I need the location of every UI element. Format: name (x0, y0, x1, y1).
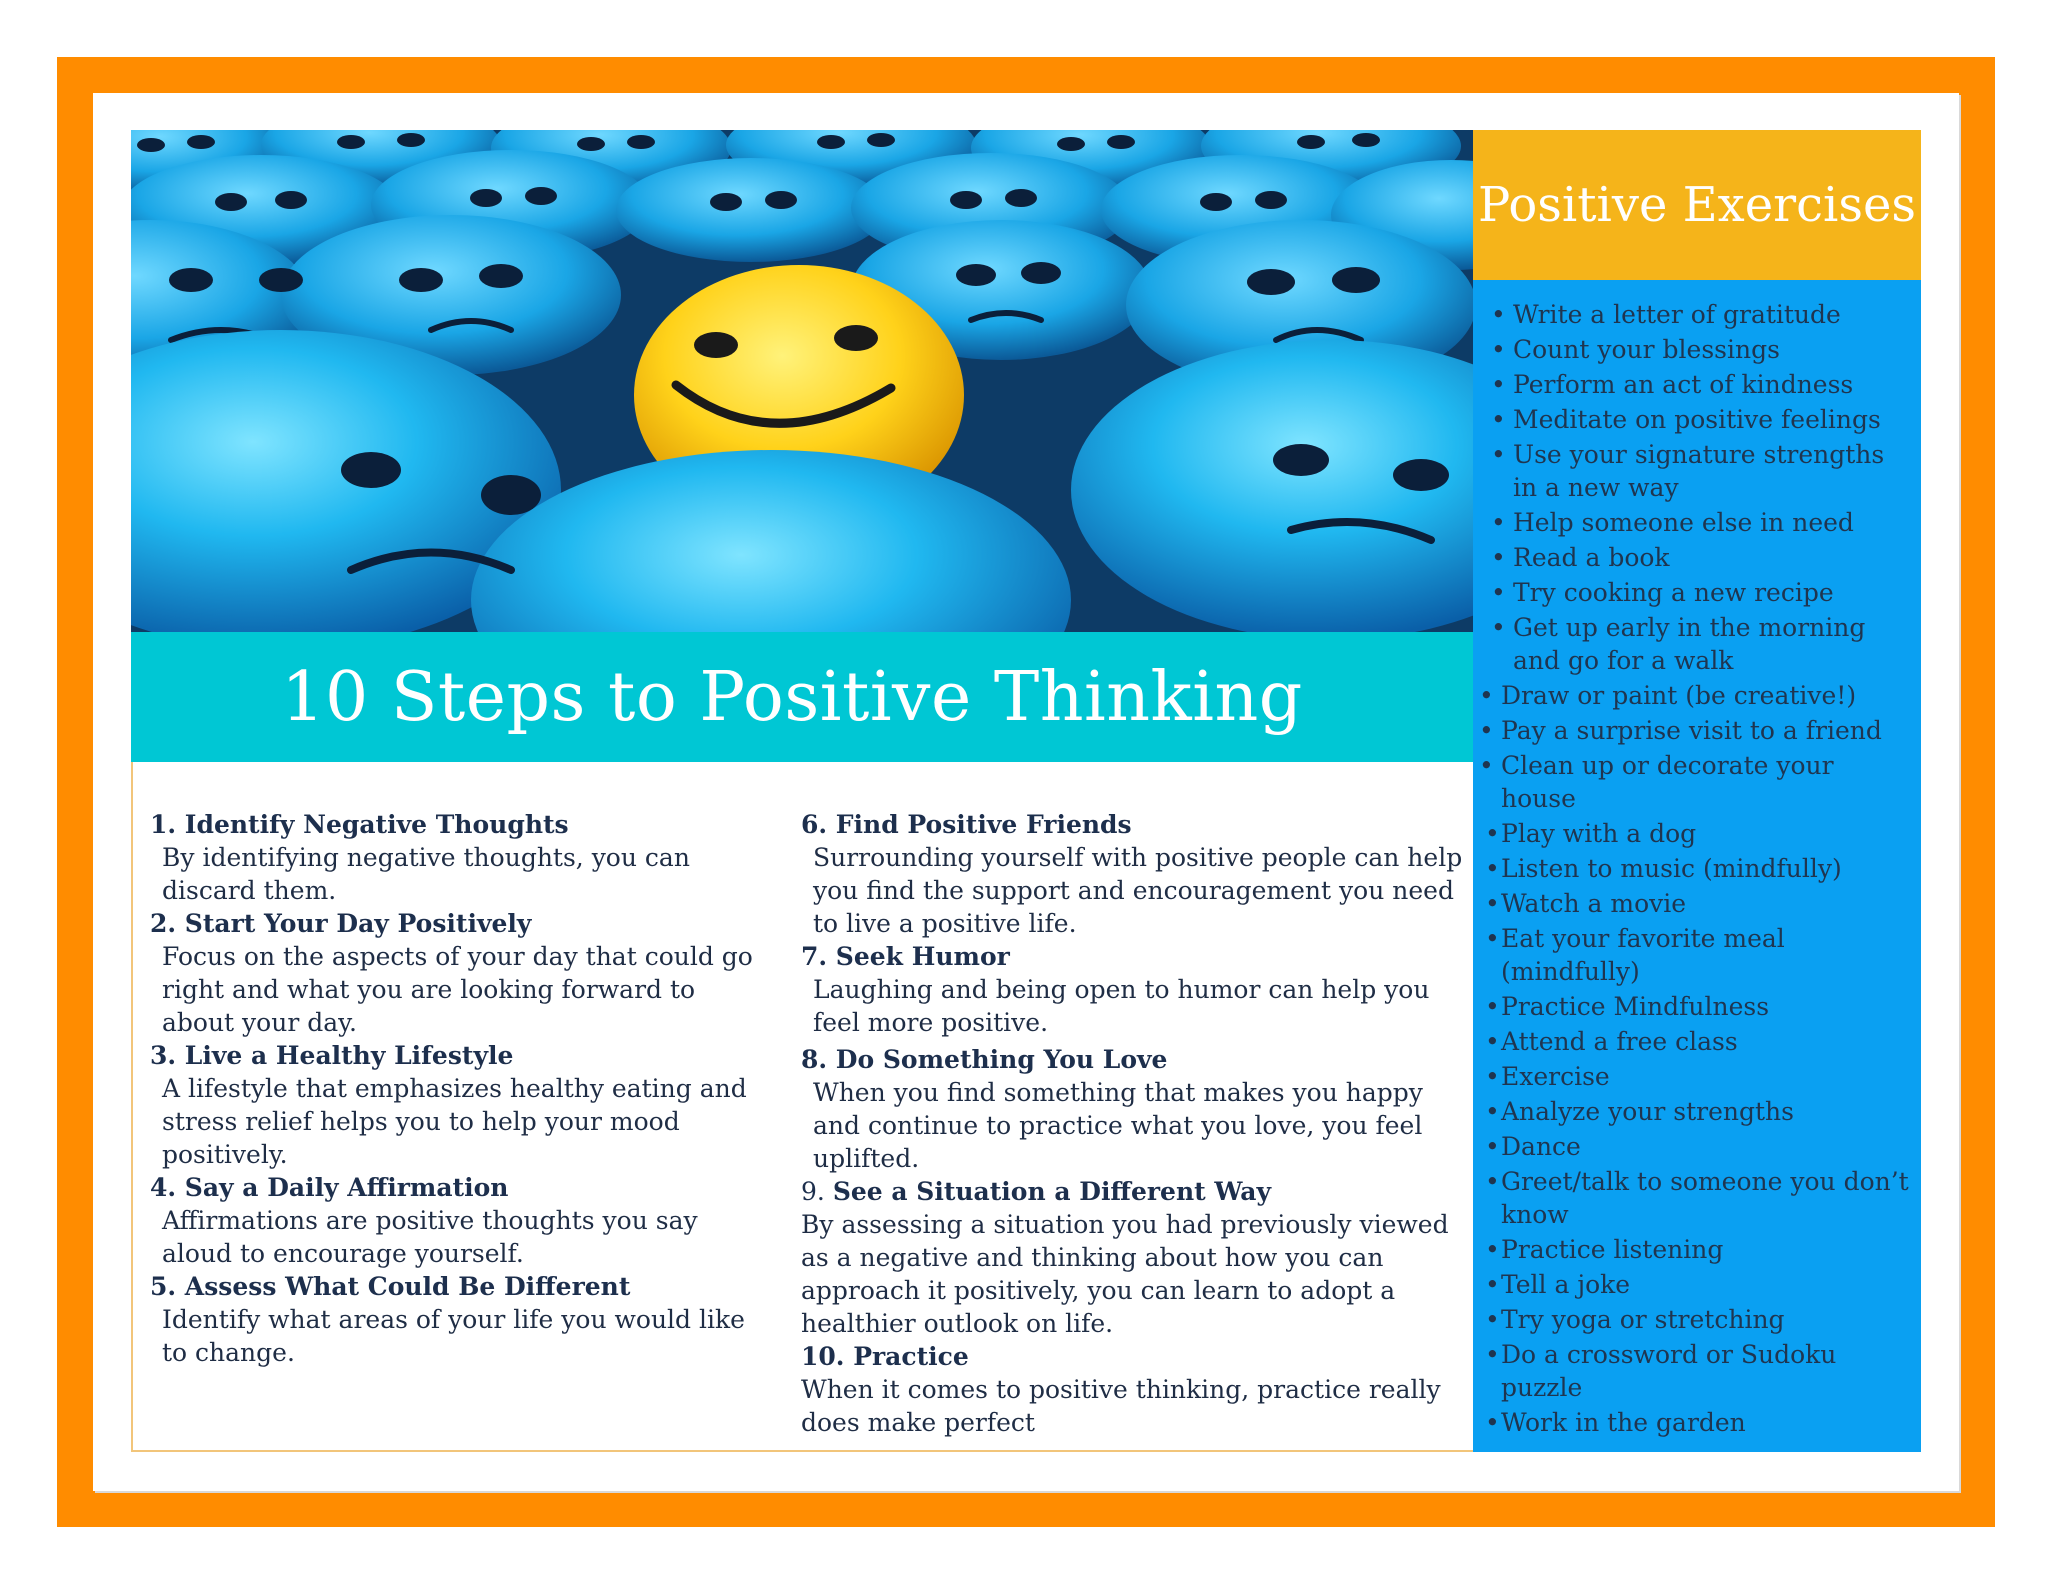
step-9 (801, 1175, 1466, 1340)
exercise-item: • Analyze your strengths (1473, 1095, 1921, 1128)
exercise-item: • Exercise (1473, 1060, 1921, 1093)
step-3 (150, 1039, 770, 1171)
step-6 (801, 808, 1466, 940)
exercise-item: • Greet/talk to someone you don’t know (1473, 1165, 1921, 1231)
exercise-item: • Play with a dog (1473, 817, 1921, 850)
exercise-item: • Tell a joke (1473, 1268, 1921, 1301)
step-4 (150, 1171, 770, 1270)
step-8 (801, 1043, 1466, 1175)
exercise-item: • Use your signature strengths in a new way (1473, 438, 1921, 504)
steps-column-right (801, 808, 1466, 1439)
step-heading: 8. Do Something You Love (801, 1045, 1168, 1074)
step-heading-text: See a Situation a Different Way (832, 1177, 1271, 1206)
step-7 (801, 940, 1466, 1039)
exercise-item: • Write a letter of gratitude (1473, 298, 1921, 331)
smiley-crowd-illustration (131, 130, 1473, 632)
exercise-item: • Practice Mindfulness (1473, 990, 1921, 1023)
exercise-item: • Perform an act of kindness (1473, 368, 1921, 401)
exercise-item: • Eat your favorite meal (mindfully) (1473, 922, 1921, 988)
step-text: Focus on the aspects of your day that could go right and what you are looking forward to about your day. (162, 942, 753, 1037)
step-text: By identifying negative thoughts, you can discard them. (162, 843, 690, 905)
exercises-list (1473, 298, 1921, 1441)
exercise-item: • Watch a movie (1473, 887, 1921, 920)
step-text: When you find something that makes you happy and continue to practice what you love, you feel uplifted. (813, 1078, 1423, 1173)
step-1 (150, 808, 770, 907)
step-2 (150, 907, 770, 1039)
exercise-item: • Draw or paint (be creative!) (1473, 679, 1921, 712)
exercise-item: • Pay a surprise visit to a friend (1473, 714, 1921, 747)
step-text: Affirmations are positive thoughts you say aloud to encourage yourself. (162, 1206, 698, 1268)
step-text: Laughing and being open to humor can help you feel more positive. (813, 975, 1430, 1037)
sidebar-title: Positive Exercises (1477, 177, 1917, 233)
exercise-item: • Work in the garden (1473, 1406, 1921, 1439)
page-title: 10 Steps to Positive Thinking (281, 657, 1303, 737)
step-heading: 3. Live a Healthy Lifestyle (150, 1041, 514, 1070)
step-text: When it comes to positive thinking, practice really does make perfect (801, 1375, 1441, 1437)
exercise-item: • Do a crossword or Sudoku puzzle (1473, 1338, 1921, 1404)
exercise-item: • Get up early in the morning and go for a walk (1473, 611, 1921, 677)
exercises-panel (1473, 280, 1921, 1452)
step-heading: 5. Assess What Could Be Different (150, 1272, 631, 1301)
exercise-item: • Clean up or decorate your house (1473, 749, 1921, 815)
step-heading: 2. Start Your Day Positively (150, 909, 532, 938)
step-text: Surrounding yourself with positive people can help you find the support and encouragement you need to live a positive life. (813, 843, 1463, 938)
exercise-item: • Attend a free class (1473, 1025, 1921, 1058)
exercise-item: • Help someone else in need (1473, 506, 1921, 539)
title-band (131, 632, 1473, 762)
step-number: 9. (801, 1177, 833, 1206)
exercise-item: • Count your blessings (1473, 333, 1921, 366)
sidebar-header (1473, 130, 1921, 280)
exercise-item: • Dance (1473, 1130, 1921, 1163)
step-heading: 4. Say a Daily Affirmation (150, 1173, 509, 1202)
step-text: Identify what areas of your life you would like to change. (162, 1305, 745, 1367)
exercise-item: • Meditate on positive feelings (1473, 403, 1921, 436)
step-heading: 10. Practice (801, 1342, 969, 1371)
exercise-item: • Read a book (1473, 541, 1921, 574)
step-heading: 7. Seek Humor (801, 942, 1010, 971)
exercise-item: • Try cooking a new recipe (1473, 576, 1921, 609)
step-heading (801, 1175, 1466, 1208)
smiley-crowd-image (131, 130, 1473, 632)
exercise-item: • Listen to music (mindfully) (1473, 852, 1921, 885)
exercise-item: • Try yoga or stretching (1473, 1303, 1921, 1336)
step-heading: 6. Find Positive Friends (801, 810, 1132, 839)
exercise-item: • Practice listening (1473, 1233, 1921, 1266)
step-5 (150, 1270, 770, 1369)
step-10 (801, 1340, 1466, 1439)
steps-column-left (150, 808, 770, 1369)
step-heading: 1. Identify Negative Thoughts (150, 810, 569, 839)
step-text: A lifestyle that emphasizes healthy eating and stress relief helps you to help your mood positively. (162, 1074, 747, 1169)
step-text: By assessing a situation you had previously viewed as a negative and thinking about how you can approach it positively, you can learn to adopt a healthier outlook on life. (801, 1210, 1449, 1338)
